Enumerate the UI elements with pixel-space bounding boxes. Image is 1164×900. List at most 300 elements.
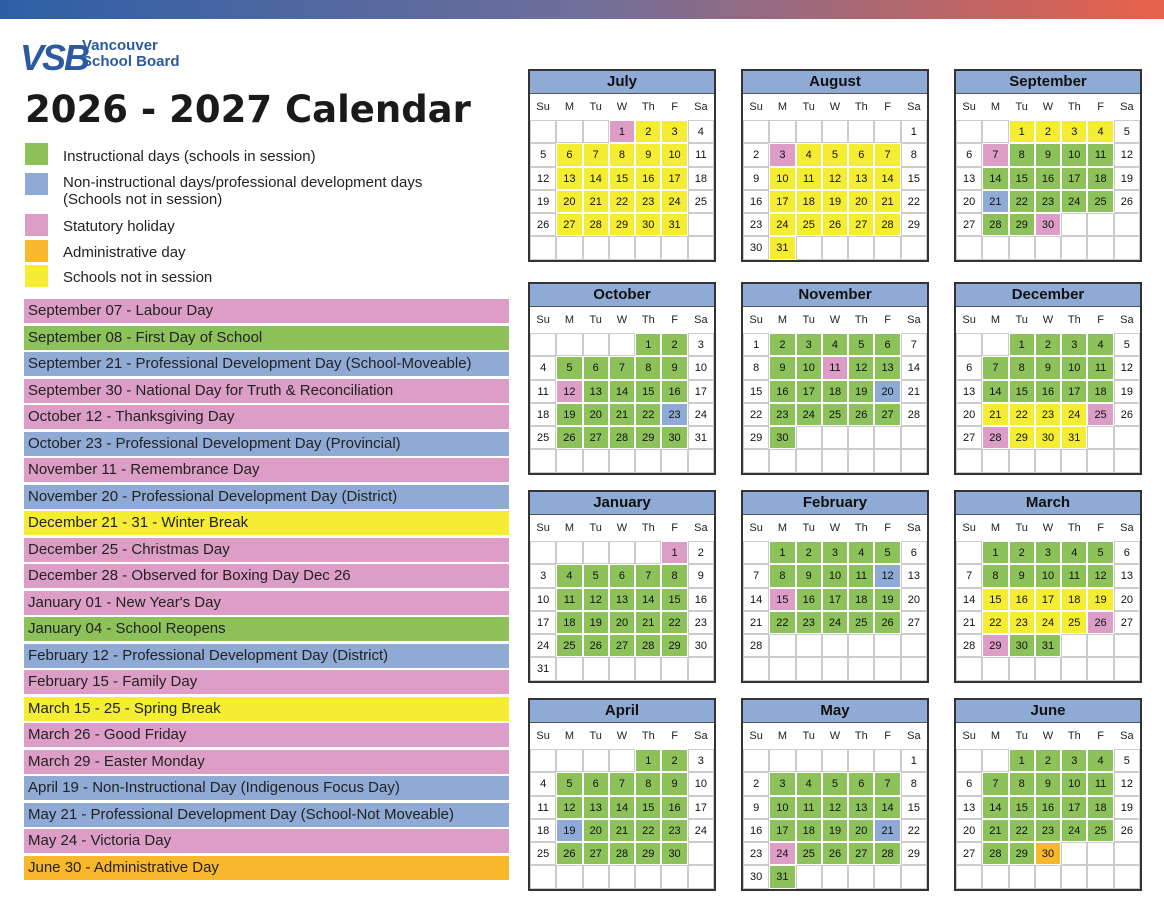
day-cell: 14 <box>982 796 1008 819</box>
event-row: October 12 - Thanksgiving Day <box>24 405 509 429</box>
empty-cell <box>530 120 556 143</box>
empty-cell <box>874 865 900 888</box>
empty-cell <box>956 333 982 356</box>
day-cell: 31 <box>769 865 795 888</box>
day-cell: 10 <box>769 796 795 819</box>
empty-cell <box>796 749 822 772</box>
weekday-label: F <box>671 522 678 534</box>
events-list <box>24 299 509 882</box>
day-cell: 15 <box>982 588 1008 611</box>
weekday-header <box>530 94 714 120</box>
month-title: May <box>743 700 927 723</box>
day-cell: 30 <box>661 426 687 449</box>
day-cell: 25 <box>1061 611 1087 634</box>
day-cell: 24 <box>822 611 848 634</box>
day-cell: 27 <box>848 213 874 236</box>
empty-cell <box>609 236 635 259</box>
day-cell: 6 <box>956 143 982 166</box>
day-cell: 1 <box>609 120 635 143</box>
day-cell: 18 <box>796 190 822 213</box>
empty-cell <box>635 236 661 259</box>
empty-cell <box>743 749 769 772</box>
empty-cell <box>874 449 900 472</box>
day-cell: 8 <box>901 143 927 166</box>
day-cell: 15 <box>901 796 927 819</box>
day-cell: 15 <box>635 380 661 403</box>
empty-cell <box>635 657 661 680</box>
weekday-label: Su <box>536 522 550 534</box>
day-cell: 16 <box>1035 796 1061 819</box>
logo-mark: VSB <box>20 37 89 78</box>
day-cell: 1 <box>635 333 661 356</box>
legend-item <box>25 240 186 262</box>
day-cell: 14 <box>901 356 927 379</box>
empty-cell <box>822 236 848 259</box>
day-cell: 17 <box>1061 796 1087 819</box>
day-cell: 21 <box>609 403 635 426</box>
day-cell: 4 <box>848 541 874 564</box>
legend-swatch <box>25 214 48 236</box>
day-cell: 3 <box>661 120 687 143</box>
weekday-label: Tu <box>589 101 602 113</box>
day-cell: 23 <box>743 213 769 236</box>
day-cell: 4 <box>688 120 714 143</box>
day-cell: 15 <box>661 588 687 611</box>
day-cell: 29 <box>901 842 927 865</box>
day-cell: 20 <box>609 611 635 634</box>
weekday-label: Su <box>536 314 550 326</box>
weekday-label: W <box>1042 522 1054 534</box>
empty-cell <box>956 749 982 772</box>
empty-cell <box>688 657 714 680</box>
day-cell: 19 <box>874 588 900 611</box>
day-cell: 24 <box>530 634 556 657</box>
day-cell: 29 <box>743 426 769 449</box>
empty-cell <box>901 236 927 259</box>
day-cell: 12 <box>1114 772 1140 795</box>
day-cell: 16 <box>769 380 795 403</box>
day-cell: 19 <box>556 819 582 842</box>
day-cell: 14 <box>874 796 900 819</box>
logo-text: Vancouver School Board <box>82 37 180 70</box>
day-cell: 20 <box>1114 588 1140 611</box>
legend-item <box>25 173 463 208</box>
empty-cell <box>982 657 1008 680</box>
top-gradient-bar <box>0 0 1164 19</box>
empty-cell <box>1009 657 1035 680</box>
day-cell: 3 <box>1061 120 1087 143</box>
month-title: September <box>956 71 1140 94</box>
day-cell: 22 <box>901 190 927 213</box>
weekday-label: W <box>829 730 841 742</box>
day-cell: 24 <box>1061 819 1087 842</box>
day-cell: 18 <box>848 588 874 611</box>
day-cell: 9 <box>1035 772 1061 795</box>
weekday-label: Sa <box>1120 522 1134 534</box>
weekday-label: F <box>1097 101 1104 113</box>
empty-cell <box>848 634 874 657</box>
day-cell: 7 <box>609 772 635 795</box>
day-cell: 24 <box>1035 611 1061 634</box>
day-cell: 6 <box>848 772 874 795</box>
day-cell: 20 <box>848 819 874 842</box>
weekday-label: Th <box>854 730 868 742</box>
empty-cell <box>743 449 769 472</box>
day-cell: 31 <box>1061 426 1087 449</box>
day-cell: 25 <box>556 634 582 657</box>
weekday-label: Tu <box>802 314 815 326</box>
day-cell: 20 <box>556 190 582 213</box>
empty-cell <box>609 541 635 564</box>
day-grid <box>743 333 927 473</box>
weekday-label: W <box>829 314 841 326</box>
day-cell: 27 <box>583 842 609 865</box>
weekday-label: Tu <box>589 730 602 742</box>
weekday-header <box>530 723 714 749</box>
day-cell: 15 <box>635 796 661 819</box>
day-cell: 15 <box>769 588 795 611</box>
day-cell: 18 <box>1087 796 1113 819</box>
day-cell: 23 <box>1009 611 1035 634</box>
day-cell: 24 <box>1061 403 1087 426</box>
day-cell: 2 <box>661 333 687 356</box>
day-cell: 25 <box>1087 190 1113 213</box>
day-cell: 14 <box>874 167 900 190</box>
day-cell: 29 <box>1009 426 1035 449</box>
empty-cell <box>822 749 848 772</box>
weekday-label: F <box>671 730 678 742</box>
empty-cell <box>848 657 874 680</box>
day-cell: 18 <box>796 819 822 842</box>
day-cell: 22 <box>901 819 927 842</box>
day-cell: 2 <box>1035 749 1061 772</box>
day-cell: 15 <box>901 167 927 190</box>
empty-cell <box>1061 449 1087 472</box>
empty-cell <box>848 236 874 259</box>
day-cell: 17 <box>1061 167 1087 190</box>
day-cell: 5 <box>1087 541 1113 564</box>
empty-cell <box>688 449 714 472</box>
day-cell: 29 <box>982 634 1008 657</box>
weekday-header <box>956 515 1140 541</box>
day-grid <box>743 541 927 681</box>
empty-cell <box>609 865 635 888</box>
day-cell: 6 <box>874 333 900 356</box>
weekday-label: Th <box>1067 101 1081 113</box>
day-cell: 17 <box>1061 380 1087 403</box>
weekday-label: W <box>616 522 628 534</box>
day-cell: 28 <box>743 634 769 657</box>
day-cell: 30 <box>1035 213 1061 236</box>
event-row: March 29 - Easter Monday <box>24 750 509 774</box>
empty-cell <box>1009 865 1035 888</box>
empty-cell <box>769 749 795 772</box>
day-cell: 7 <box>874 772 900 795</box>
legend-label: Non-instructional days/professional development days (Schools not in session) <box>63 174 423 208</box>
day-cell: 10 <box>769 167 795 190</box>
day-cell: 16 <box>796 588 822 611</box>
day-cell: 23 <box>635 190 661 213</box>
month-january <box>528 490 716 683</box>
weekday-label: Su <box>962 101 976 113</box>
empty-cell <box>743 541 769 564</box>
day-cell: 28 <box>609 426 635 449</box>
empty-cell <box>848 865 874 888</box>
weekday-label: Sa <box>907 314 921 326</box>
day-cell: 1 <box>1009 120 1035 143</box>
empty-cell <box>822 426 848 449</box>
weekday-label: Tu <box>1015 101 1028 113</box>
day-cell: 2 <box>769 333 795 356</box>
legend-item <box>25 265 212 287</box>
day-cell: 21 <box>982 190 1008 213</box>
weekday-label: M <box>777 314 787 326</box>
day-cell: 23 <box>661 403 687 426</box>
day-cell: 13 <box>556 167 582 190</box>
day-cell: 21 <box>956 611 982 634</box>
empty-cell <box>530 749 556 772</box>
month-october <box>528 282 716 475</box>
day-cell: 29 <box>635 426 661 449</box>
empty-cell <box>1009 236 1035 259</box>
empty-cell <box>796 120 822 143</box>
day-cell: 14 <box>956 588 982 611</box>
empty-cell <box>1114 634 1140 657</box>
day-cell: 3 <box>769 772 795 795</box>
weekday-label: Tu <box>1015 730 1028 742</box>
day-cell: 1 <box>635 749 661 772</box>
day-cell: 7 <box>956 564 982 587</box>
day-cell: 26 <box>848 403 874 426</box>
month-march <box>954 490 1142 683</box>
day-cell: 8 <box>609 143 635 166</box>
day-cell: 4 <box>1087 333 1113 356</box>
day-cell: 14 <box>982 167 1008 190</box>
empty-cell <box>635 449 661 472</box>
day-cell: 12 <box>1114 143 1140 166</box>
empty-cell <box>769 449 795 472</box>
day-cell: 3 <box>688 333 714 356</box>
day-cell: 25 <box>1087 403 1113 426</box>
day-cell: 2 <box>688 541 714 564</box>
weekday-label: M <box>564 314 574 326</box>
day-cell: 13 <box>901 564 927 587</box>
day-cell: 27 <box>583 426 609 449</box>
empty-cell <box>1087 213 1113 236</box>
day-cell: 17 <box>769 819 795 842</box>
empty-cell <box>688 213 714 236</box>
day-cell: 4 <box>796 143 822 166</box>
day-cell: 22 <box>1009 819 1035 842</box>
day-cell: 27 <box>956 213 982 236</box>
weekday-label: Th <box>1067 314 1081 326</box>
empty-cell <box>822 865 848 888</box>
day-cell: 16 <box>661 380 687 403</box>
day-grid <box>530 120 714 260</box>
day-cell: 11 <box>530 380 556 403</box>
day-cell: 13 <box>848 796 874 819</box>
day-cell: 19 <box>530 190 556 213</box>
page-title: 2026 - 2027 Calendar <box>25 88 471 131</box>
empty-cell <box>982 749 1008 772</box>
day-cell: 13 <box>848 167 874 190</box>
day-cell: 17 <box>1035 588 1061 611</box>
weekday-label: W <box>1042 730 1054 742</box>
weekday-label: Su <box>749 522 763 534</box>
legend-label: Administrative day <box>63 244 186 261</box>
empty-cell <box>796 449 822 472</box>
day-cell: 7 <box>583 143 609 166</box>
day-cell: 23 <box>688 611 714 634</box>
day-cell: 26 <box>1114 190 1140 213</box>
empty-cell <box>796 426 822 449</box>
weekday-label: Tu <box>802 101 815 113</box>
empty-cell <box>530 449 556 472</box>
day-cell: 4 <box>796 772 822 795</box>
empty-cell <box>743 120 769 143</box>
day-cell: 1 <box>901 120 927 143</box>
empty-cell <box>530 333 556 356</box>
weekday-label: Tu <box>589 314 602 326</box>
day-cell: 10 <box>822 564 848 587</box>
empty-cell <box>769 634 795 657</box>
day-cell: 13 <box>956 380 982 403</box>
empty-cell <box>530 865 556 888</box>
weekday-label: M <box>990 101 1000 113</box>
empty-cell <box>1114 865 1140 888</box>
day-grid <box>956 541 1140 681</box>
weekday-label: F <box>1097 522 1104 534</box>
empty-cell <box>609 449 635 472</box>
empty-cell <box>530 541 556 564</box>
empty-cell <box>556 236 582 259</box>
event-row: September 07 - Labour Day <box>24 299 509 323</box>
weekday-label: Sa <box>907 522 921 534</box>
day-cell: 8 <box>661 564 687 587</box>
day-cell: 9 <box>1009 564 1035 587</box>
day-cell: 15 <box>609 167 635 190</box>
day-cell: 22 <box>1009 403 1035 426</box>
event-row: November 11 - Remembrance Day <box>24 458 509 482</box>
empty-cell <box>901 426 927 449</box>
day-cell: 26 <box>1114 403 1140 426</box>
day-grid <box>956 333 1140 473</box>
legend-item <box>25 214 175 236</box>
day-cell: 28 <box>635 634 661 657</box>
day-cell: 12 <box>583 588 609 611</box>
day-cell: 18 <box>530 403 556 426</box>
day-cell: 4 <box>822 333 848 356</box>
day-cell: 18 <box>1061 588 1087 611</box>
day-cell: 24 <box>661 190 687 213</box>
day-cell: 11 <box>822 356 848 379</box>
day-cell: 1 <box>1009 333 1035 356</box>
weekday-label: Sa <box>694 730 708 742</box>
legend-swatch <box>25 240 48 262</box>
day-cell: 28 <box>956 634 982 657</box>
day-cell: 22 <box>635 819 661 842</box>
day-cell: 17 <box>530 611 556 634</box>
day-cell: 14 <box>583 167 609 190</box>
day-cell: 7 <box>982 143 1008 166</box>
day-cell: 7 <box>982 356 1008 379</box>
day-cell: 21 <box>743 611 769 634</box>
day-cell: 19 <box>1114 380 1140 403</box>
day-cell: 22 <box>1009 190 1035 213</box>
empty-cell <box>556 449 582 472</box>
day-cell: 3 <box>769 143 795 166</box>
month-december <box>954 282 1142 475</box>
day-cell: 16 <box>743 819 769 842</box>
day-cell: 21 <box>583 190 609 213</box>
day-cell: 19 <box>1114 167 1140 190</box>
day-cell: 23 <box>796 611 822 634</box>
empty-cell <box>1061 236 1087 259</box>
day-cell: 4 <box>530 772 556 795</box>
event-row: September 21 - Professional Development Day (School-Moveable) <box>24 352 509 376</box>
empty-cell <box>901 657 927 680</box>
weekday-header <box>743 94 927 120</box>
day-cell: 12 <box>556 796 582 819</box>
day-cell: 25 <box>1087 819 1113 842</box>
day-cell: 18 <box>556 611 582 634</box>
day-cell: 5 <box>1114 333 1140 356</box>
empty-cell <box>556 749 582 772</box>
empty-cell <box>1061 657 1087 680</box>
empty-cell <box>1035 236 1061 259</box>
day-cell: 12 <box>874 564 900 587</box>
legend-item <box>25 143 316 165</box>
event-row: December 28 - Observed for Boxing Day Dec 26 <box>24 564 509 588</box>
day-cell: 8 <box>743 356 769 379</box>
day-cell: 31 <box>769 236 795 259</box>
day-cell: 16 <box>1035 167 1061 190</box>
day-cell: 11 <box>556 588 582 611</box>
day-cell: 29 <box>1009 213 1035 236</box>
day-cell: 12 <box>822 796 848 819</box>
month-title: November <box>743 284 927 307</box>
day-cell: 30 <box>635 213 661 236</box>
day-cell: 28 <box>609 842 635 865</box>
day-cell: 17 <box>822 588 848 611</box>
day-cell: 11 <box>848 564 874 587</box>
day-cell: 22 <box>743 403 769 426</box>
empty-cell <box>583 657 609 680</box>
empty-cell <box>956 236 982 259</box>
day-cell: 7 <box>982 772 1008 795</box>
empty-cell <box>796 657 822 680</box>
day-cell: 11 <box>1061 564 1087 587</box>
legend-label: Instructional days (schools in session) <box>63 148 316 165</box>
weekday-label: F <box>1097 730 1104 742</box>
day-cell: 22 <box>661 611 687 634</box>
day-cell: 2 <box>743 143 769 166</box>
day-cell: 19 <box>1114 796 1140 819</box>
event-row: September 30 - National Day for Truth & Reconciliation <box>24 379 509 403</box>
day-cell: 2 <box>1035 333 1061 356</box>
day-cell: 5 <box>822 772 848 795</box>
day-cell: 1 <box>1009 749 1035 772</box>
day-cell: 16 <box>1009 588 1035 611</box>
empty-cell <box>583 236 609 259</box>
day-cell: 20 <box>848 190 874 213</box>
legend-swatch <box>25 265 48 287</box>
month-november <box>741 282 929 475</box>
day-cell: 5 <box>1114 749 1140 772</box>
day-cell: 8 <box>769 564 795 587</box>
weekday-label: Th <box>641 101 655 113</box>
day-cell: 28 <box>583 213 609 236</box>
